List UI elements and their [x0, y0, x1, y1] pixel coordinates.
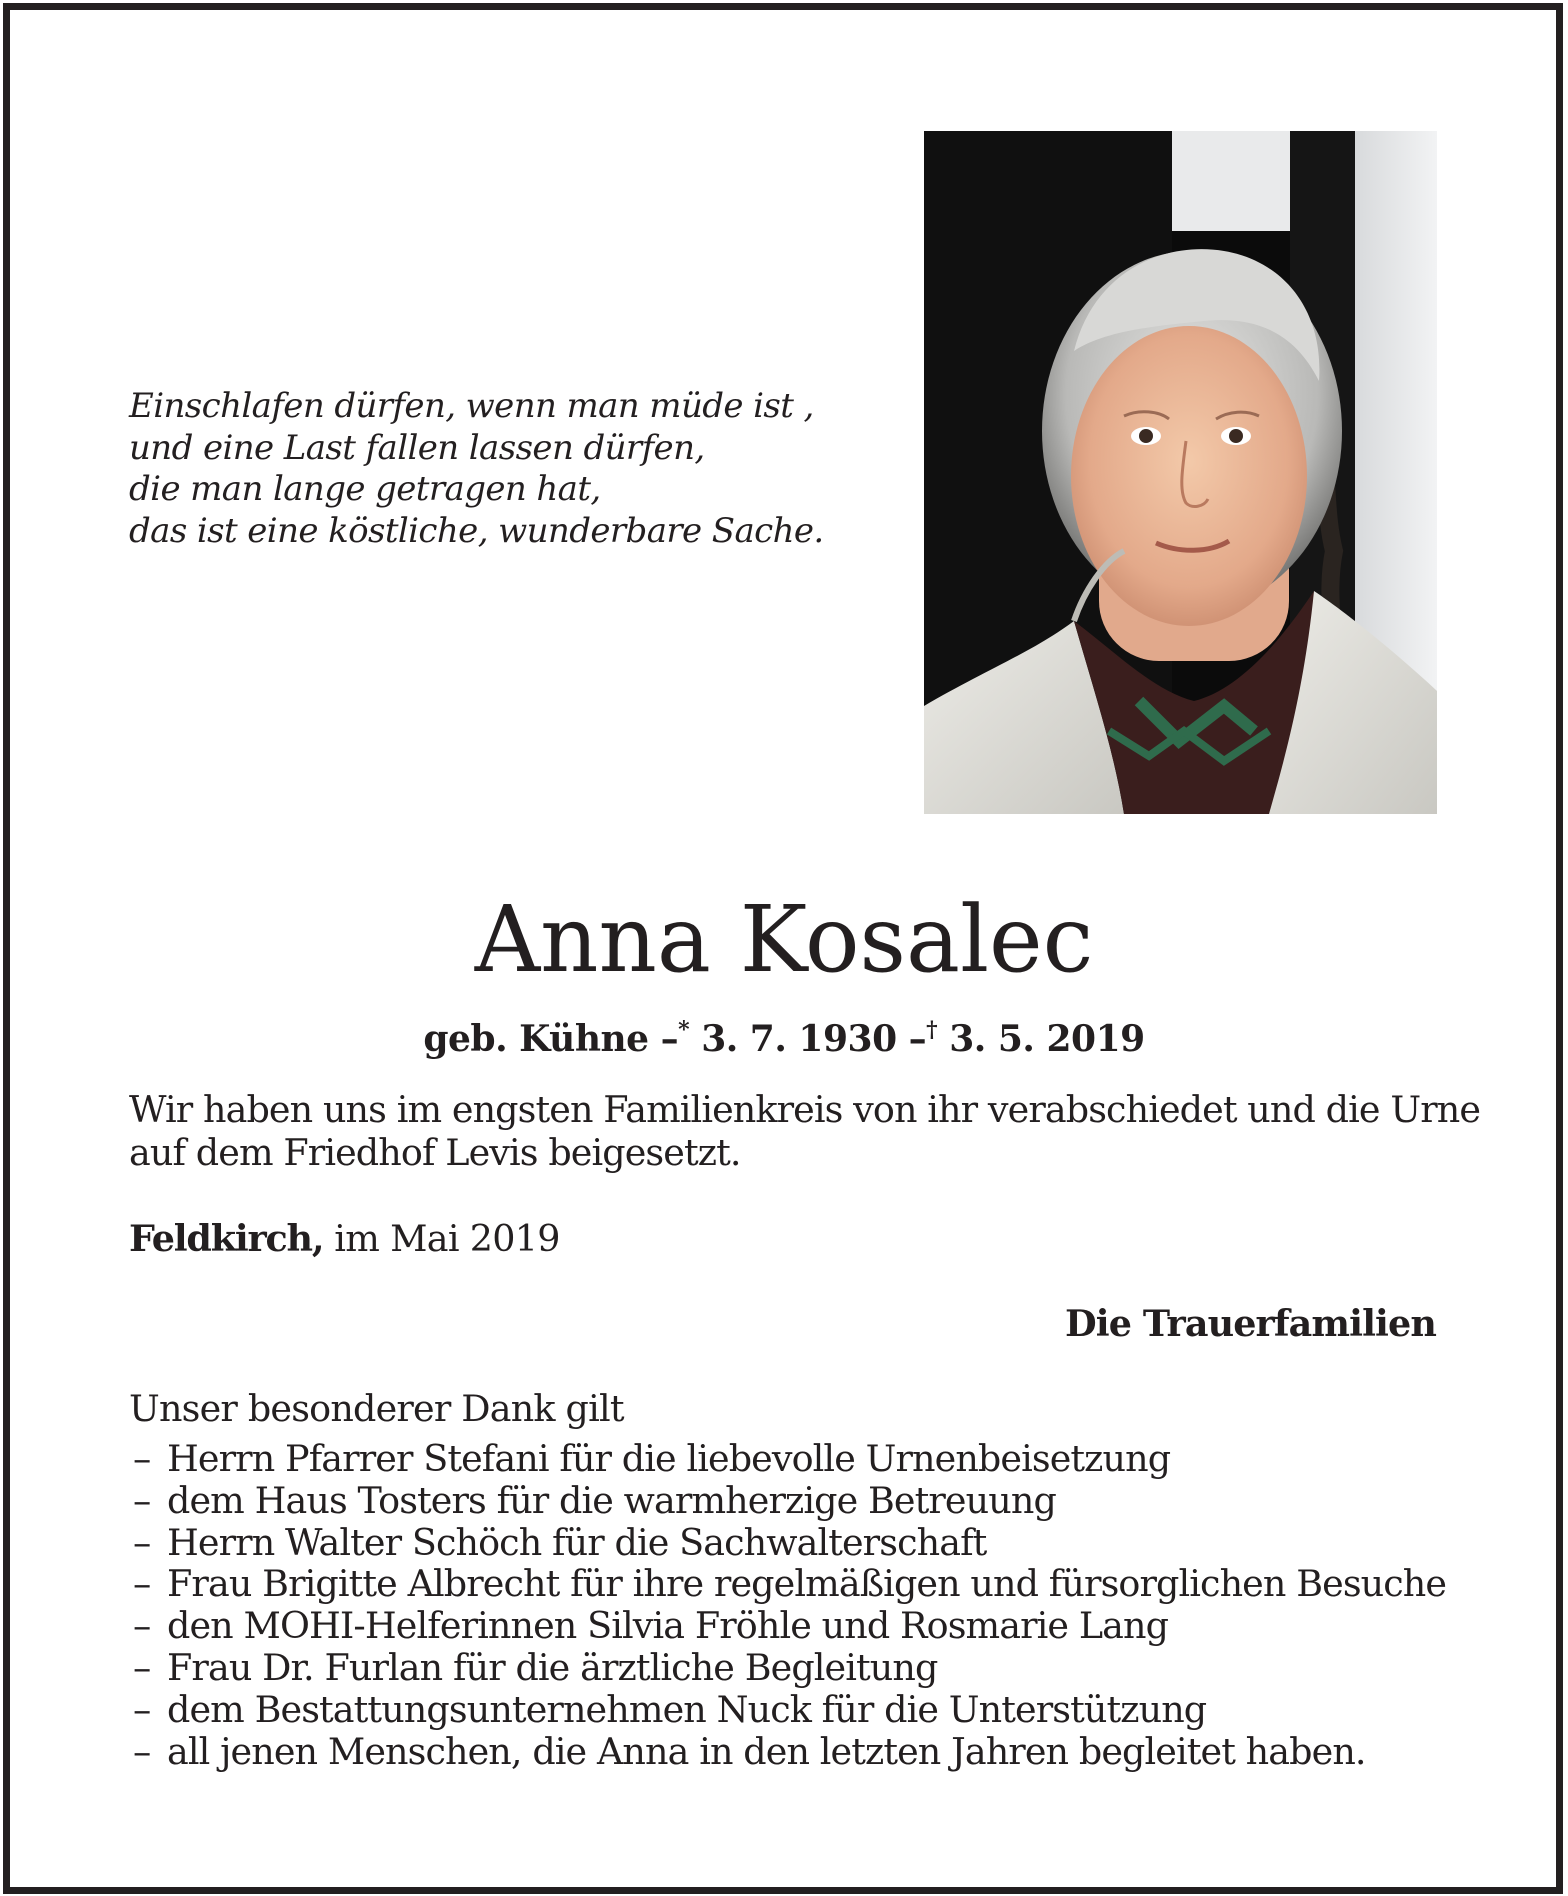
maiden-name: geb. Kühne — [423, 1018, 649, 1060]
list-item — [129, 1522, 1446, 1564]
bullet-dash-icon: – — [133, 1478, 151, 1522]
poem-line: und eine Last fallen lassen dürfen, — [129, 427, 705, 468]
announcement-line: Wir haben uns im engsten Familienkreis von ihr verabschiedet und die Urne — [129, 1088, 1481, 1131]
deceased-name: Anna Kosalec — [474, 886, 1094, 993]
poem-line: das ist eine köstliche, wunderbare Sache. — [129, 510, 824, 551]
bullet-dash-icon: – — [133, 1729, 151, 1773]
place-and-date — [129, 1217, 560, 1261]
place-city: Feldkirch, — [129, 1217, 324, 1260]
dash-separator: – — [908, 1018, 927, 1060]
bullet-dash-icon: – — [133, 1520, 151, 1564]
bullet-dash-icon: – — [133, 1604, 151, 1648]
birth-date: 3. 7. 1930 — [701, 1018, 897, 1060]
thanks-list — [129, 1438, 1446, 1772]
announcement-line: auf dem Friedhof Levis beigesetzt. — [129, 1130, 741, 1174]
list-item-text: Herrn Pfarrer Stefani für die liebevolle Urnenbeisetzung — [167, 1437, 1171, 1480]
life-dates — [0, 1006, 1568, 1063]
dash-separator: – — [660, 1018, 679, 1060]
birth-star-icon: * — [678, 1017, 690, 1043]
list-item-text: all jenen Menschen, die Anna in den letzten Jahren begleitet haben. — [167, 1729, 1366, 1773]
place-date: im Mai 2019 — [334, 1217, 560, 1260]
list-item-text: Frau Brigitte Albrecht für ihre regelmäßigen und fürsorglichen Besuche — [167, 1562, 1447, 1606]
list-item-text: Frau Dr. Furlan für die ärztliche Begleitung — [167, 1645, 938, 1689]
list-item — [129, 1480, 1446, 1522]
bullet-dash-icon: – — [133, 1645, 151, 1689]
list-item-text: dem Haus Tosters für die warmherzige Betreuung — [167, 1478, 1056, 1522]
announcement-text — [129, 1088, 1481, 1174]
thanks-intro: Unser besonderer Dank gilt — [129, 1387, 624, 1430]
list-item — [129, 1605, 1446, 1647]
list-item-text: Herrn Walter Schöch für die Sachwalterschaft — [167, 1520, 987, 1564]
list-item — [129, 1647, 1446, 1689]
list-item-text: dem Bestattungsunternehmen Nuck für die Unterstützung — [167, 1687, 1207, 1731]
list-item — [129, 1438, 1446, 1480]
poem-line: Einschlafen dürfen, wenn man müde ist , — [129, 386, 814, 426]
list-item — [129, 1689, 1446, 1731]
poem-line: die man lange getragen hat, — [129, 469, 601, 509]
list-item-text: den MOHI-Helferinnen Silvia Fröhle und Rosmarie Lang — [167, 1604, 1169, 1648]
bullet-dash-icon: – — [133, 1562, 151, 1606]
bullet-dash-icon: – — [133, 1437, 151, 1480]
bullet-dash-icon: – — [133, 1687, 151, 1731]
portrait-photo — [924, 131, 1437, 814]
list-item — [129, 1731, 1446, 1773]
death-cross-icon: † — [926, 1017, 938, 1043]
list-item — [129, 1563, 1446, 1605]
signoff: Die Trauerfamilien — [1065, 1302, 1436, 1345]
poem — [129, 386, 824, 552]
death-date: 3. 5. 2019 — [949, 1018, 1145, 1060]
